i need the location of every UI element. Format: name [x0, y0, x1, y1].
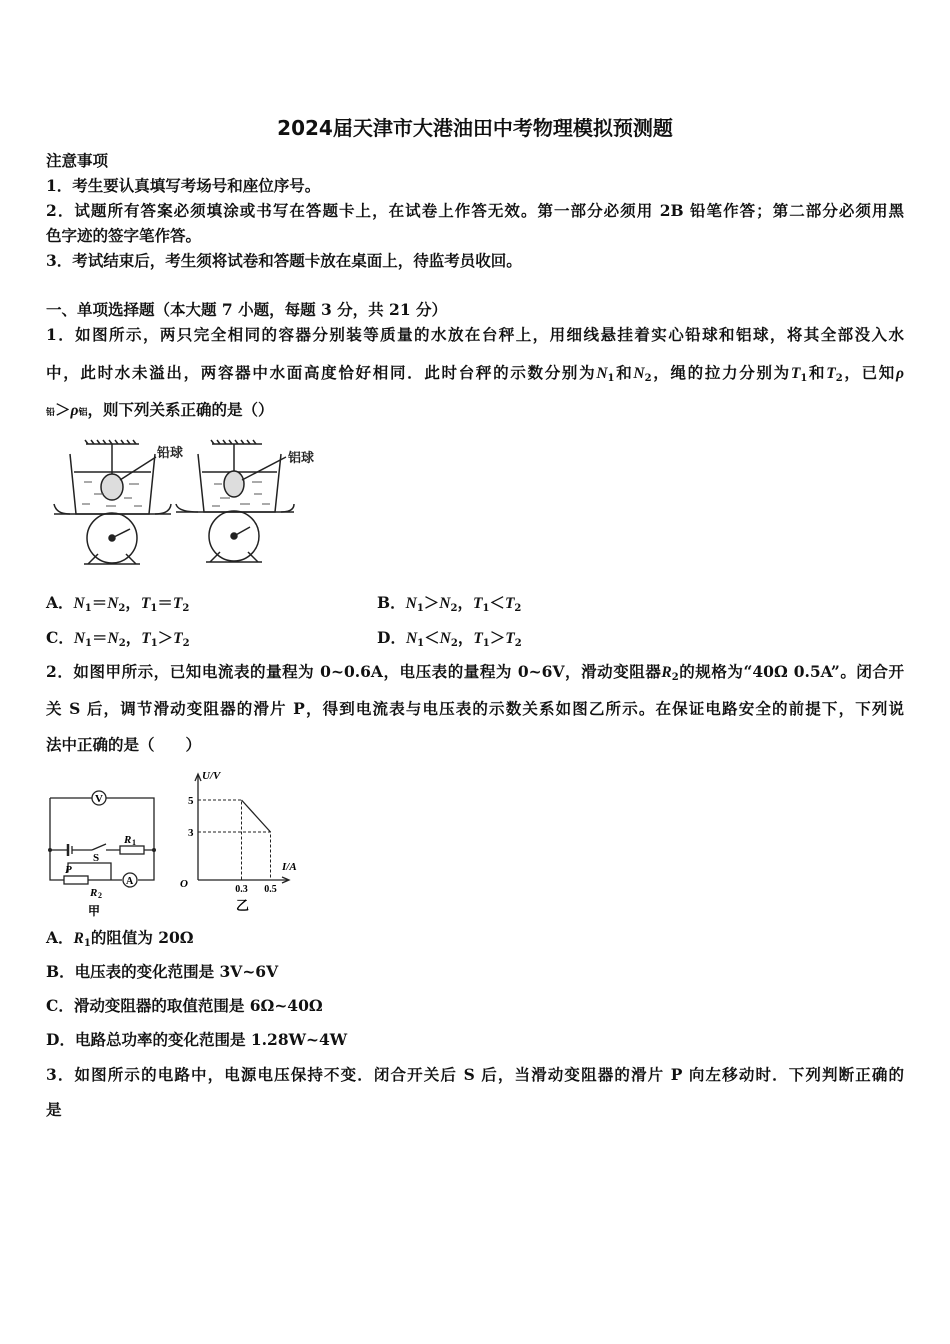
question-2-text: 法中正确的是（ ） [46, 735, 202, 754]
page-title: 2024届天津市大港油田中考物理模拟预测题 [277, 116, 673, 140]
option-c[interactable]: C．滑动变阻器的取值范围是 6Ω~40Ω [46, 996, 323, 1015]
question-3-text: 3．如图所示的电路中，电源电压保持不变．闭合开关后 S 后，当滑动变阻器的滑片 P 向左移动时．下列判断正确的 [46, 1065, 904, 1084]
voltmeter-label: V [95, 793, 103, 805]
notice-item: 1．考生要认真填写考场号和座位序号。 [46, 176, 321, 195]
x-tick: 0.3 [235, 884, 248, 895]
slider-label: P [65, 864, 72, 876]
question-1-text: 1．如图所示，两只完全相同的容器分别装等质量的水放在台秤上，用细线悬挂着实心铅球和铝球，将其全部没入水 [46, 325, 904, 344]
option-c[interactable]: C．$N_1=N_2$，$T_1>T_2$ [46, 628, 190, 649]
figure-caption: 乙 [236, 898, 250, 913]
notice-item: 色字迹的签字笔作答。 [46, 226, 202, 245]
notice-heading: 注意事项 [46, 151, 109, 170]
guide-line [198, 832, 271, 880]
r1-label: R [124, 834, 132, 846]
notice-item: 2．试题所有答案必须填涂或书写在答题卡上，在试卷上作答无效。第一部分必须用 2B 铅笔作答；第二部分必须用黑 [46, 201, 904, 220]
question-2-text: 2．如图甲所示，已知电流表的量程为 0~0.6A，电压表的量程为 0~6V，滑动变阻器$R_2$的规格为“40Ω 0.5A”。闭合开 [46, 662, 904, 683]
svg-text:1: 1 [132, 838, 136, 847]
switch-label: S [93, 852, 100, 864]
question-1-figure [44, 432, 340, 568]
option-a[interactable]: A．$R_1$的阻值为 20Ω [46, 928, 194, 949]
guide-line [198, 800, 242, 880]
graph-line [242, 800, 271, 832]
option-b[interactable]: B．电压表的变化范围是 3V~6V [46, 962, 279, 981]
question-1-text: 铅＞ρ铝，则下列关系正确的是（） [46, 400, 274, 419]
circuit-diagram [44, 770, 156, 918]
option-d[interactable]: D．电路总功率的变化范围是 1.28W~4W [46, 1030, 348, 1049]
notice-item: 3．考试结束后，考生须将试卷和答题卡放在桌面上，待监考员收回。 [46, 251, 522, 270]
svg-text:2: 2 [98, 891, 102, 900]
figure-caption: 甲 [88, 904, 101, 918]
question-1-text: 中，此时水未溢出，两容器中水面高度恰好相同．此时台秤的示数分别为$N_1$和$N_2$，绳的拉力分别为$T_1$和$T_2$，已知ρ [46, 363, 904, 384]
section-heading: 一、单项选择题（本大题 7 小题，每题 3 分，共 21 分） [46, 300, 448, 319]
origin-label: O [180, 878, 188, 890]
question-2-text: 关 S 后，调节滑动变阻器的滑片 P，得到电流表与电压表的示数关系如图乙所示。在保证电路安全的前提下，下列说 [46, 699, 904, 718]
aluminum-ball-label: 铝球 [288, 450, 315, 465]
u-i-graph [178, 765, 308, 915]
lead-ball-label: 铅球 [157, 445, 184, 460]
question-3-text: 是 [46, 1100, 62, 1119]
y-tick: 5 [188, 795, 194, 807]
option-b[interactable]: B．$N_1>N_2$，$T_1<T_2$ [377, 593, 522, 614]
x-tick: 0.5 [264, 884, 277, 895]
y-axis-label: U/V [202, 770, 221, 782]
y-tick: 3 [188, 827, 194, 839]
option-a[interactable]: A．$N_1=N_2$，$T_1=T_2$ [46, 593, 190, 614]
option-d[interactable]: D．$N_1<N_2$，$T_1>T_2$ [377, 628, 522, 649]
ammeter-label: A [126, 876, 134, 887]
r2-label: R [90, 887, 98, 899]
x-axis-label: I/A [282, 861, 297, 873]
